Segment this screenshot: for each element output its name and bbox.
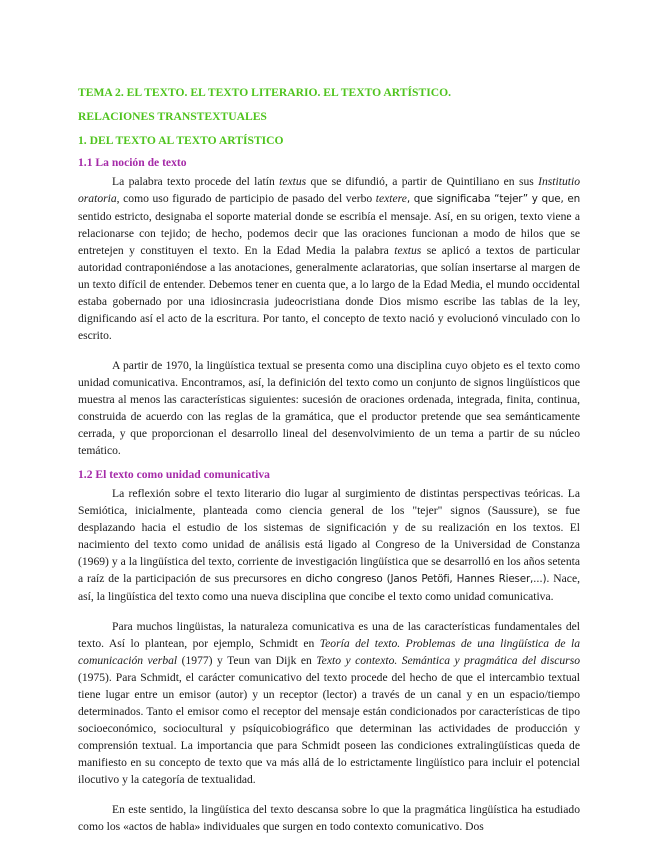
- document-body: [78, 84, 580, 835]
- paragraph-linguistas: Para muchos lingüistas, la naturaleza comunicativa es una de las características fundamentales del texto. Así lo plantean, por ejemplo, Schmidt en Teoría del texto. Problemas de una lingüística de la comunicación verbal (1977) y Teun van Dijk en Texto y contexto. Semántica y pragmática del discurso (1975). Para Schmidt, el carácter comunicativo del texto procede del hecho de que el intercambio textual tiene lugar entre un emisor (autor) y un receptor (lector) a través de un canal y en un espacio/tiempo determinados. Tanto el emisor como el receptor del mensaje están condicionados por características de tipo socioeconómico, sociocultural y psíquicobiográfico que determinan las actividades de producción y comprensión textual. La importancia que para Schmidt poseen las condiciones extralingüísticas queda de manifiesto en su concepto de texto que va más allá de lo estrictamente lingüístico para incluir el potencial ilocutivo y la categoría de textualidad.: [78, 620, 581, 786]
- section-heading-1: 1. DEL TEXTO AL TEXTO ARTÍSTICO: [78, 134, 284, 147]
- paragraph-pragmatica: En este sentido, la lingüística del texto descansa sobre lo que la pragmática lingüística ha estudiado como los «actos de habla» individuales que surgen en todo contexto comunicativo. Dos: [78, 803, 580, 833]
- paragraph-noción-texto: La palabra texto procede del latín textus que se difundió, a partir de Quintiliano en sus Institutio oratoria, como uso figurado de participio de pasado del verbo textere, que significaba “tejer” y que, en sentido estricto, designaba el soporte material donde se escribía el mensaje. Así, en su origen, texto viene a relacionarse con tejido; de hecho, podemos decir que las oraciones funcionan a modo de hilos que se entretejen y constituyen el texto. En la Edad Media la palabra textus se aplicó a textos de particular autoridad contraponiéndose a las anotaciones, generalmente aclaratorias, que solían insertarse al margen de un texto difícil de entender. Debemos tener en cuenta que, a lo largo de la Edad Media, el mundo occidental estaba gobernado por una idiosincrasia judeocristiana donde Dios mismo escribe las tablas de la ley, dignificando así el acto de la escritura. Por tanto, el concepto de texto nació y evolucionó vinculado con lo escrito.: [78, 175, 580, 342]
- paragraph-linguistica-textual: A partir de 1970, la lingüística textual se presenta como una disciplina cuyo objeto es el texto como unidad comunicativa. Encontramos, así, la definición del texto como un conjunto de signos lingüísticos que muestra al menos las características siguientes: sucesión de oraciones ordenada, integrada, finita, continua, construida de acuerdo con las reglas de la gramática, que el productor pretende que sea semánticamente cerrada, y que proporcionan el desarrollo lineal del desenvolvimiento de un tema a partir de su núcleo temático.: [78, 359, 580, 457]
- subsection-heading-1-1: 1.1 La noción de texto: [78, 156, 187, 169]
- main-title: TEMA 2. EL TEXTO. EL TEXTO LITERARIO. EL TEXTO ARTÍSTICO.: [78, 86, 451, 99]
- paragraph-reflexion: La reflexión sobre el texto literario dio lugar al surgimiento de distintas perspectivas teóricas. La Semiótica, inicialmente, planteada como ciencia general de los "tejer" signos (Saussure), se fue desplazando hacia el estudio de los sistemas de significación y de su realización en los textos. El nacimiento del texto como unidad de análisis está ligado al Congreso de la Universidad de Constanza (1969) y a la lingüística del texto, corriente de investigación lingüística que se desarrolló en los años setenta a raíz de la participación de sus precursores en dicho congreso (Janos Petöfi, Hannes Rieser,...). Nace, así, la lingüística del texto como una nueva disciplina que concibe el texto como unidad comunicativa.: [78, 487, 580, 603]
- title-relaciones: RELACIONES TRANSTEXTUALES: [78, 110, 267, 123]
- subsection-heading-1-2: 1.2 El texto como unidad comunicativa: [78, 468, 270, 481]
